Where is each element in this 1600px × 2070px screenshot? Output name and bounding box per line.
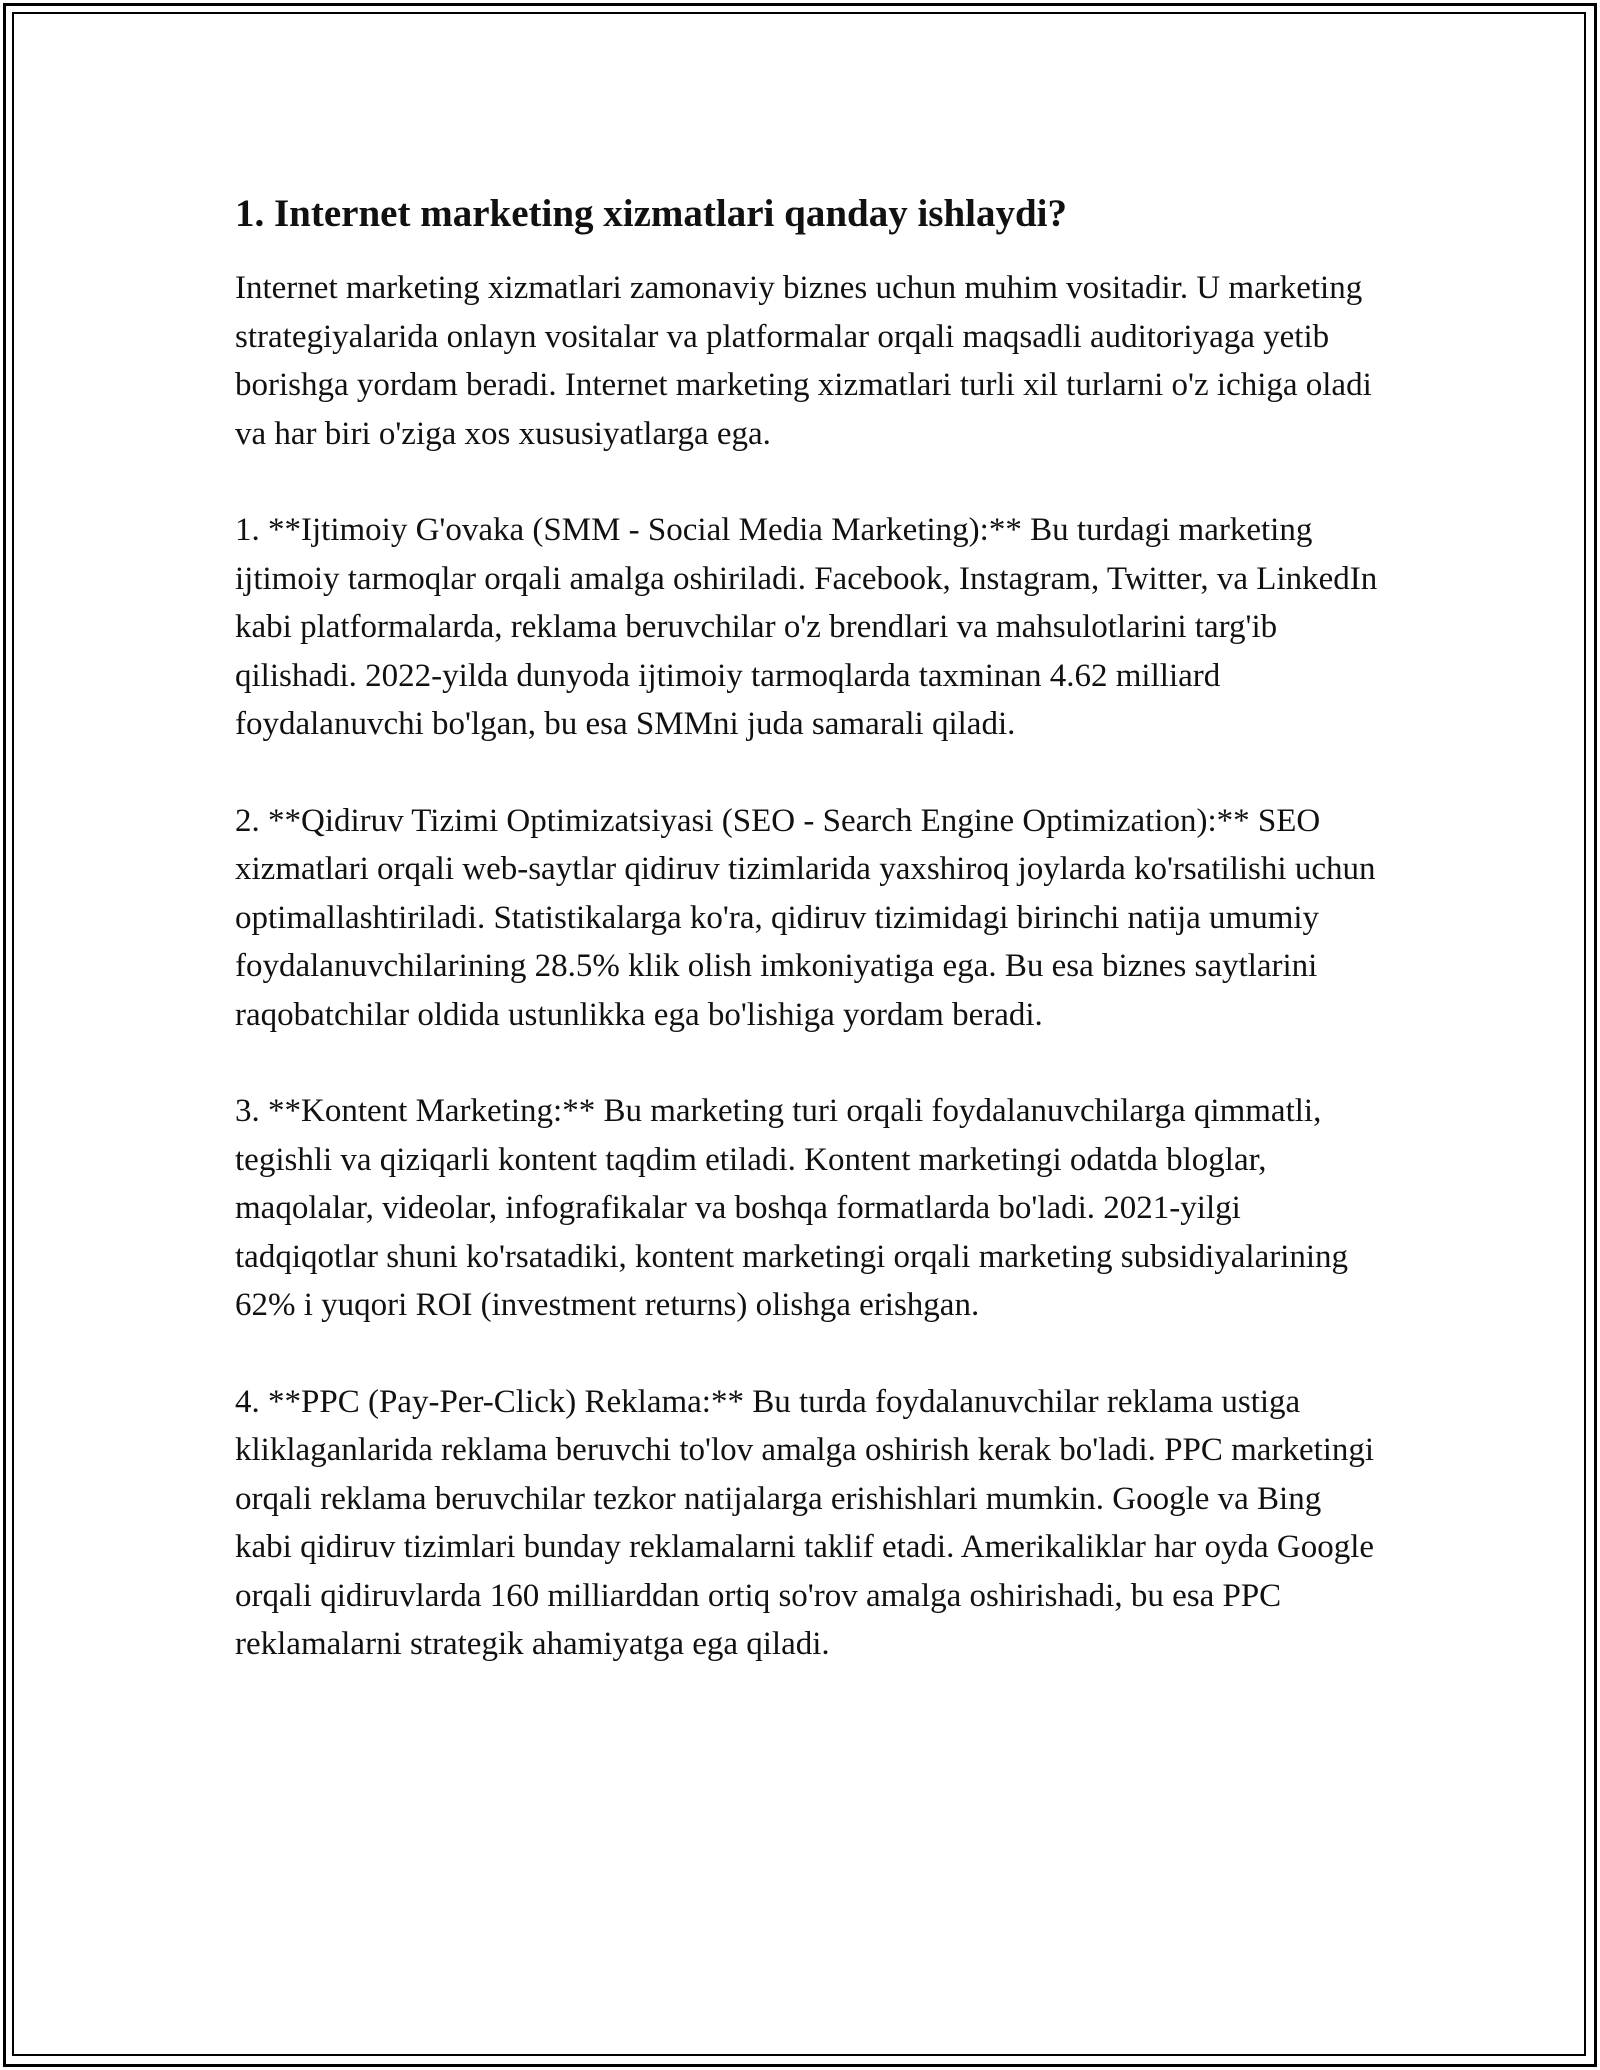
document-body (235, 186, 1385, 1717)
document-title: 1. Internet marketing xizmatlari qanday ishlaydi? (235, 192, 1068, 235)
intro-paragraph: Internet marketing xizmatlari zamonaviy biznes uchun muhim vositadir. U marketing strategiyalarida onlayn vositalar va platformalar orqali maqsadli auditoriyaga yetib borishga yordam beradi. Internet marketing xizmatlari turli xil turlarni o'z ichiga oladi va har biri o'ziga xos xususiyatlarga ega. (235, 270, 1372, 452)
list-item-content-marketing: 3. **Kontent Marketing:** Bu marketing turi orqali foydalanuvchilarga qimmatli, tegishli va qiziqarli kontent taqdim etiladi. Kontent marketingi odatda bloglar, maqolalar, videolar, infografikalar va boshqa formatlarda bo'ladi. 2021-yilgi tadqiqotlar shuni ko'rsatadiki, kontent marketingi orqali marketing subsidiyalarining 62% i yuqori ROI (investment returns) olishga erishgan. (235, 1093, 1349, 1323)
list-item-ppc: 4. **PPC (Pay-Per-Click) Reklama:** Bu turda foydalanuvchilar reklama ustiga kliklaganlarida reklama beruvchi to'lov amalga oshirish kerak bo'ladi. PPC marketingi orqali reklama beruvchilar tezkor natijalarga erishishlari mumkin. Google va Bing kabi qidiruv tizimlari bunday reklamalarni taklif etadi. Amerikaliklar har oyda Google orqali qidiruvlarda 160 milliarddan ortiq so'rov amalga oshirishadi, bu esa PPC reklamalarni strategik ahamiyatga ega qiladi. (235, 1383, 1375, 1662)
list-item-seo: 2. **Qidiruv Tizimi Optimizatsiyasi (SEO - Search Engine Optimization):** SEO xizmatlari orqali web-saytlar qidiruv tizimlarida yaxshiroq joylarda ko'rsatilishi uchun optimallashtiriladi. Statistikalarga ko'ra, qidiruv tizimidagi birinchi natija umumiy foydalanuvchilarining 28.5% klik olish imkoniyatiga ega. Bu esa biznes saytlarini raqobatchilar oldida ustunlikka ega bo'lishiga yordam beradi. (235, 802, 1376, 1033)
list-item-smm: 1. **Ijtimoiy G'ovaka (SMM - Social Media Marketing):** Bu turdagi marketing ijtimoiy tarmoqlar orqali amalga oshiriladi. Facebook, Instagram, Twitter, va LinkedIn kabi platformalarda, reklama beruvchilar o'z brendlari va mahsulotlarini targ'ib qilishadi. 2022-yilda dunyoda ijtimoiy tarmoqlarda taxminan 4.62 milliard foydalanuvchi bo'lgan, bu esa SMMni juda samarali qiladi. (235, 512, 1378, 742)
